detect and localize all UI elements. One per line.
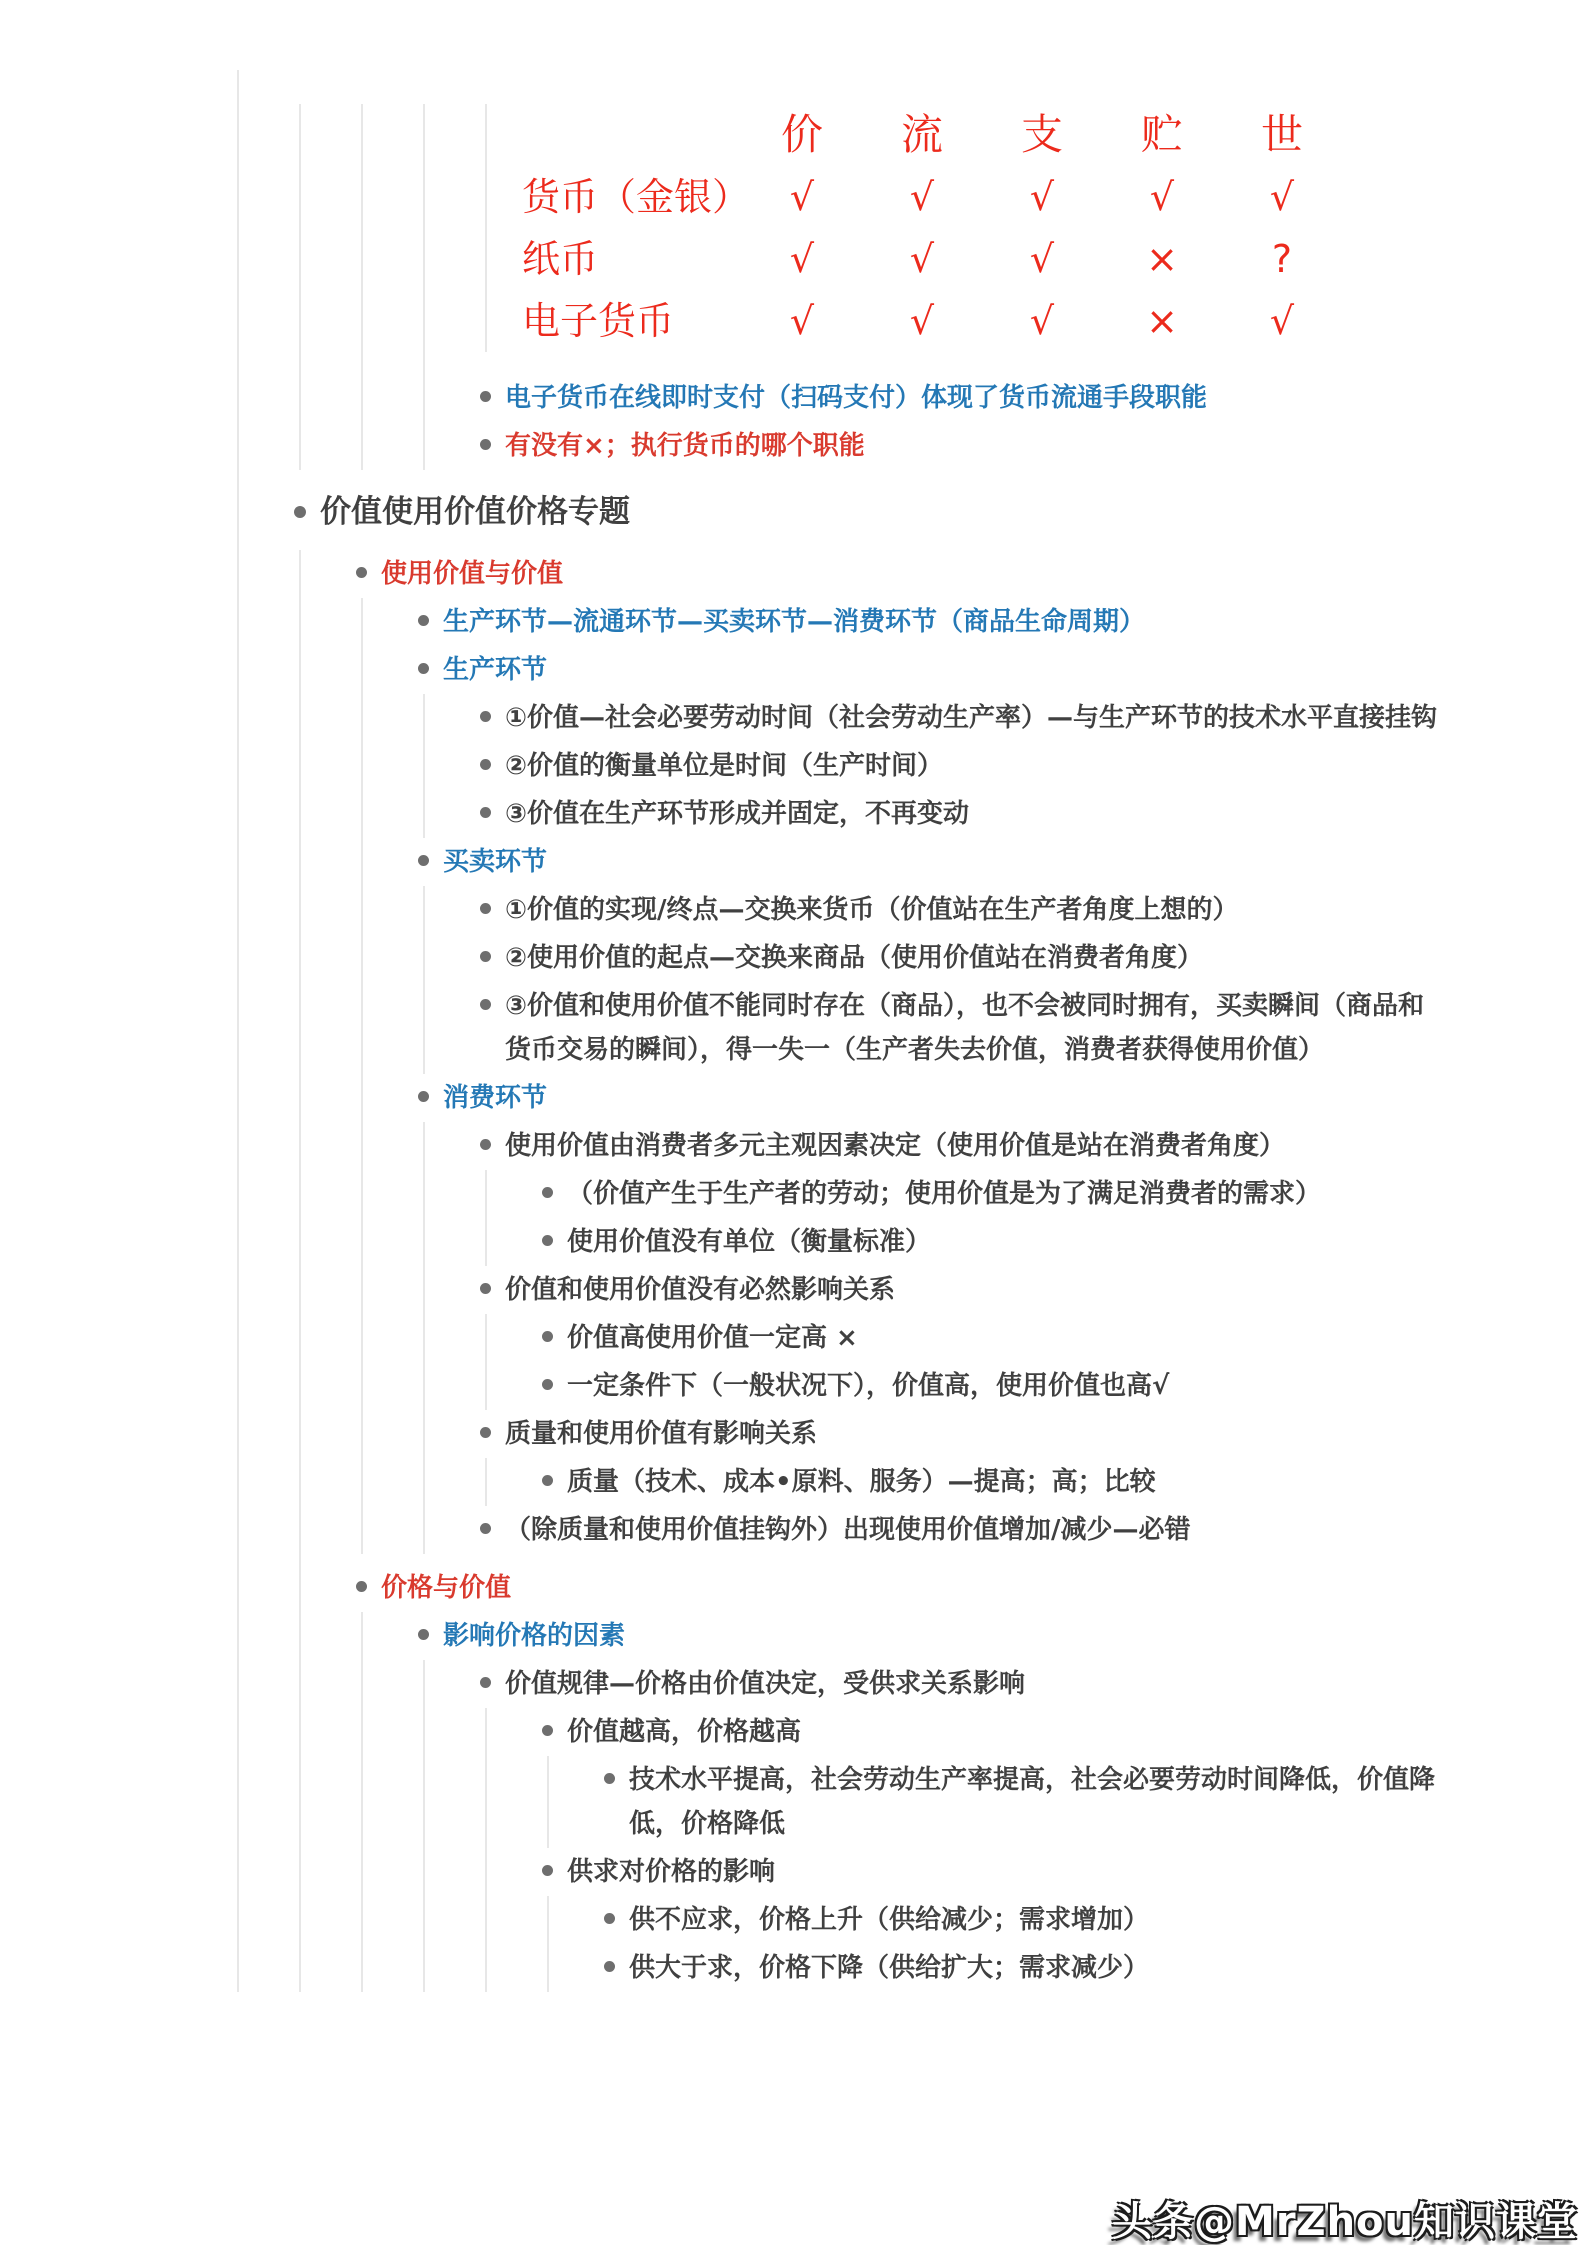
outline-item-text: 生产环节 [443,655,548,685]
outline-item[interactable] [542,1458,1438,1506]
table-mark-cell: √ [789,175,815,219]
outline-item-text: 影响价格的因素 [443,1621,626,1651]
outline-item[interactable] [418,1612,1438,1660]
outline-item-text: ②使用价值的起点—交换来商品（使用价值站在消费者角度） [505,943,1204,973]
outline-item-text: ③价值在生产环节形成并固定，不再变动 [505,799,970,829]
outline-children [547,1756,1438,1848]
table-row [522,166,1438,228]
outline-item[interactable] [480,1122,1438,1170]
table-row-label: 纸币 [522,237,599,281]
bullet-icon[interactable] [356,567,367,578]
outline-children [361,598,1438,1554]
outline-node [542,1848,1438,1992]
bullet-icon[interactable] [418,615,429,626]
outline-node [356,550,1438,1554]
outline-item[interactable] [418,1074,1438,1122]
outline-children [485,104,1438,352]
outline-item[interactable] [418,838,1438,886]
outline-item-text: ③价值和使用价值不能同时存在（商品），也不会被同时拥有，买卖瞬间（商品和货币交易的瞬间），得一失一（生产者失去价值，消费者获得使用价值） [505,991,1425,1065]
table-header-cell: 世 [1260,110,1303,159]
outline-item-text: 买卖环节 [443,847,548,877]
table-mark-cell: √ [1029,175,1055,219]
table-row [522,290,1438,352]
outline-item[interactable] [480,694,1438,742]
outline-item[interactable] [480,1660,1438,1708]
outline-item[interactable] [542,1708,1438,1756]
bullet-icon[interactable] [480,903,491,914]
outline-item[interactable] [418,598,1438,646]
outline-item-text: 技术水平提高，社会劳动生产率提高，社会必要劳动时间降低，价值降低，价格降低 [629,1765,1436,1839]
outline-children [361,104,1438,470]
outline-node [418,838,1438,1074]
outline-item-text: 供大于求，价格下降（供给扩大；需求减少） [629,1953,1150,1983]
bullet-icon[interactable] [542,1725,553,1736]
outline-item[interactable] [480,982,1438,1074]
table-header-cell: 贮 [1140,110,1183,159]
outline-item-text: 使用价值由消费者多元主观因素决定（使用价值是站在消费者角度） [505,1131,1286,1161]
bullet-icon[interactable] [480,1427,491,1438]
outline-children [547,1896,1438,1992]
table-mark-cell: × [1146,237,1178,281]
outline-item[interactable] [542,1848,1438,1896]
outline-item[interactable] [604,1756,1438,1848]
outline-node [480,1266,1438,1410]
outline-item-text: 价值越高，价格越高 [567,1717,802,1747]
outline-node [542,1458,1438,1506]
table-mark-cell: √ [909,237,935,281]
outline-node [418,104,1438,470]
outline-node [480,422,1438,470]
outline-item-text: 价值和使用价值没有必然影响关系 [505,1275,896,1305]
outline-item-text: 价值使用价值价格专题 [320,494,630,530]
bullet-icon[interactable] [542,1187,553,1198]
table-mark-cell: × [1146,299,1178,343]
table-row-label: 电子货币 [522,299,675,343]
outline-item-text: ①价值的实现/终点—交换来货币（价值站在生产者角度上想的） [505,895,1239,925]
bullet-icon[interactable] [542,1475,553,1486]
bullet-icon[interactable] [480,391,491,402]
outline-item[interactable] [480,374,1438,422]
outline-item[interactable] [418,646,1438,694]
table-mark-cell: √ [1269,299,1295,343]
outline-item-text: 使用价值没有单位（衡量标准） [567,1227,932,1257]
outline-children [299,104,1438,470]
table-mark-cell: √ [1029,299,1055,343]
outline-item-text: （价值产生于生产者的劳动；使用价值是为了满足消费者的需求） [567,1179,1322,1209]
table-header-cell: 流 [900,110,943,159]
outline-item-text: 供不应求，价格上升（供给减少；需求增加） [629,1905,1150,1935]
outline-node [522,104,1438,352]
outline-node [480,1410,1438,1506]
outline-children [423,1122,1438,1554]
outline-item-text: ②价值的衡量单位是时间（生产时间） [505,751,944,781]
table-mark-cell: √ [909,299,935,343]
bullet-icon[interactable] [480,1523,491,1534]
outline-item[interactable] [542,1170,1438,1218]
outline-children [485,1170,1438,1266]
bullet-icon[interactable] [480,1139,491,1150]
bullet-icon[interactable] [480,999,491,1010]
outline-node [604,1896,1438,1944]
bullet-icon[interactable] [480,711,491,722]
outline-item[interactable] [480,886,1438,934]
outline-item-text: 价值高使用价值一定高 × [567,1323,858,1353]
outline-node [294,484,1438,1992]
table-row [522,228,1438,290]
bullet-icon[interactable] [480,1677,491,1688]
money-functions-table [522,104,1438,352]
outline-item-text: 有没有×；执行货币的哪个职能 [505,431,865,461]
outline-node [480,374,1438,422]
bullet-icon[interactable] [294,506,306,518]
outline-item-text: ①价值—社会必要劳动时间（社会劳动生产率）—与生产环节的技术水平直接挂钩 [505,703,1438,733]
table-mark-cell: √ [1269,175,1295,219]
outline-children [423,104,1438,470]
outline-node [356,1564,1438,1992]
outline [237,70,1438,1992]
outline-node [542,1218,1438,1266]
outline-node [542,1314,1438,1362]
bullet-icon[interactable] [542,1379,553,1390]
outline-children [423,694,1438,838]
outline-node [480,104,1438,352]
outline-node [604,1756,1438,1848]
bullet-icon[interactable] [604,1773,615,1784]
outline-item[interactable] [480,934,1438,982]
table-mark-cell: √ [1029,237,1055,281]
outline-node [480,886,1438,934]
outline-item-text: 消费环节 [443,1083,548,1113]
bullet-icon[interactable] [480,759,491,770]
bullet-icon[interactable] [542,1865,553,1876]
outline-children [299,550,1438,1992]
table-mark-cell: √ [789,237,815,281]
outline-node [418,1612,1438,1992]
bullet-icon[interactable] [418,1091,429,1102]
table-header-row [522,104,1438,166]
bullet-icon[interactable] [542,1331,553,1342]
bullet-icon[interactable] [480,1283,491,1294]
bullet-icon[interactable] [542,1235,553,1246]
bullet-icon[interactable] [604,1913,615,1924]
outline-node [604,1944,1438,1992]
outline-node [418,598,1438,646]
bullet-icon[interactable] [356,1581,367,1592]
outline-node [418,646,1438,838]
outline-item-text: 使用价值与价值 [381,559,564,589]
bullet-icon[interactable] [480,807,491,818]
outline-node [418,1074,1438,1554]
outline-children [485,1314,1438,1410]
outline-item[interactable] [604,1896,1438,1944]
outline-children [485,1458,1438,1506]
outline-node [542,1708,1438,1848]
outline-item-text: （除质量和使用价值挂钩外）出现使用价值增加/减少—必错 [505,1515,1191,1545]
outline-node [542,1170,1438,1218]
outline-node [480,790,1438,838]
outline-item[interactable] [542,1362,1438,1410]
outline-item[interactable] [480,790,1438,838]
table-mark-cell: ? [1271,237,1293,281]
table-header-cell: 支 [1020,110,1063,159]
table-mark-cell: √ [789,299,815,343]
outline-node [356,104,1438,470]
outline-node [480,1506,1438,1554]
outline-item-text: 质量（技术、成本•原料、服务）—提高；高；比较 [567,1467,1156,1497]
outline-node [480,982,1438,1074]
outline-item[interactable] [294,484,1438,540]
table-header-spacer [522,104,742,166]
outline-node [480,694,1438,742]
bullet-icon[interactable] [418,663,429,674]
outline-item-text: 价值规律—价格由价值决定，受供求关系影响 [505,1669,1026,1699]
outline-node [480,742,1438,790]
outline-node [480,1660,1438,1992]
outline-item[interactable] [480,1506,1438,1554]
outline-node [542,1362,1438,1410]
table-mark-cell: √ [1149,175,1175,219]
outline-item[interactable] [356,550,1438,598]
outline-item[interactable] [480,742,1438,790]
outline-item[interactable] [356,1564,1438,1612]
outline-item-text: 一定条件下（一般状况下），价值高，使用价值也高√ [567,1371,1170,1401]
outline-item-text: 质量和使用价值有影响关系 [505,1419,818,1449]
outline-children [361,1612,1438,1992]
outline-item[interactable] [480,1410,1438,1458]
outline-children [423,1660,1438,1992]
bullet-icon[interactable] [418,1629,429,1640]
bullet-icon[interactable] [480,951,491,962]
bullet-icon[interactable] [418,855,429,866]
outline-item[interactable] [480,1266,1438,1314]
outline-item-text: 供求对价格的影响 [567,1857,776,1887]
outline-children [485,1708,1438,1992]
outline-item[interactable] [542,1314,1438,1362]
outline-node [480,1122,1438,1266]
outline-item[interactable] [604,1944,1438,1992]
table-row-label: 货币（金银） [522,175,751,219]
outline-children [423,886,1438,1074]
outline-item[interactable] [480,422,1438,470]
bullet-icon[interactable] [604,1961,615,1972]
outline-item-text: 价格与价值 [381,1573,512,1603]
table-header-cell: 价 [780,110,823,159]
outline-node [294,104,1438,470]
outline-item[interactable] [542,1218,1438,1266]
bullet-icon[interactable] [480,439,491,450]
outline-item-text: 生产环节—流通环节—买卖环节—消费环节（商品生命周期） [443,607,1146,637]
table-mark-cell: √ [909,175,935,219]
outline-node [480,934,1438,982]
watermark: 头条@MrZhou知识课堂 [1112,2199,1578,2245]
outline-item-text: 电子货币在线即时支付（扫码支付）体现了货币流通手段职能 [505,383,1208,413]
